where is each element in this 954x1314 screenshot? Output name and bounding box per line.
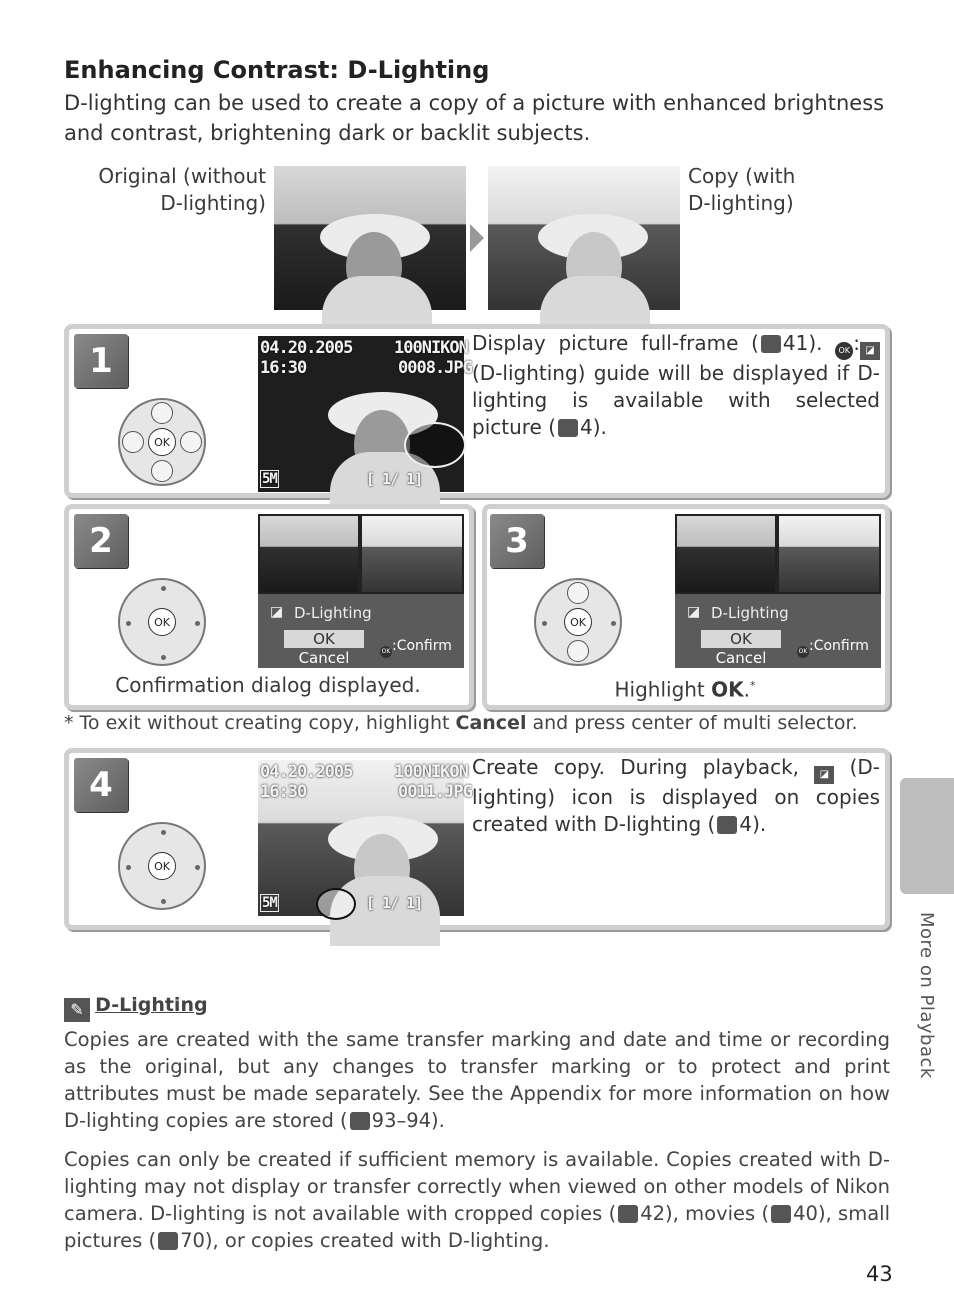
selector-down-icon [567,640,589,662]
book-reference-icon [158,1232,178,1250]
ok-button-icon: OK [148,428,176,456]
dialog-menu-step2 [258,594,464,668]
lcd-image-size: 5M [262,471,277,487]
dialog-title: D-Lighting [294,604,372,622]
lcd-file: 0011.JPG [398,782,472,802]
multi-selector-step3 [534,578,622,666]
lcd-image-size: 5M [262,895,277,911]
selector-up-icon [151,402,173,424]
ok-option[interactable]: OK [701,630,781,648]
original-caption [60,163,266,217]
lcd-screen-step4 [258,760,472,916]
lcd-date: 04.20.2005 [260,338,353,358]
multi-selector-step1 [118,398,206,486]
lcd-screen-step1 [258,336,472,492]
step-2-caption: Confirmation dialog displayed. [115,673,421,697]
book-reference-icon [771,1205,791,1223]
copy-caption-line1: Copy (with [688,164,796,188]
lcd-date: 04.20.2005 [260,762,353,782]
ok-button-icon: OK [380,646,392,658]
step-1-number: 1 [74,334,128,388]
ok-button-icon: OK [148,608,176,636]
ok-dlighting-guide-icon [404,422,466,468]
multi-selector-step4 [118,822,206,910]
d-lighting-icon: ◪ [270,604,284,620]
note-paragraph-1: Copies are created with the same transfer marking and date and time or recording as the original, but any changes to transfer marking or to protect and print attributes must be made separately. See the Appendix for more information on how D-lighting copies are stored ( 93–94). [64,1028,890,1132]
chapter-label: More on Playback [916,912,937,1079]
lcd-frame-count: [ 1/ 1] [366,894,423,912]
step-1-text: Display picture full-frame ( 41). OK : ◪ (D-lighting) guide will be displayed if D-lighting is available with selected picture ( 4). [472,331,880,439]
step-3-caption: Highlight OK.* [614,677,756,702]
ok-button-icon: OK [564,608,592,636]
selector-right-icon [180,431,202,453]
page-title: Enhancing Contrast: D-Lighting [64,56,490,84]
d-lighting-icon [316,888,356,920]
step-2-number: 2 [74,514,128,568]
step-3-number: 3 [490,514,544,568]
dialog-copy-thumb [362,516,462,592]
confirm-hint: OK :Confirm [797,638,869,658]
lcd-folder: 100NIKON [394,338,468,358]
ok-button-icon: OK [835,342,853,360]
lcd-frame-count: [ 1/ 1] [366,470,423,488]
copy-caption [688,163,888,217]
page-number: 43 [866,1262,893,1286]
multi-selector-step2 [118,578,206,666]
d-lighting-icon: ◪ [814,766,834,784]
copy-photo [488,166,680,310]
original-caption-line2: D-lighting) [160,191,266,215]
cancel-option[interactable]: Cancel [715,649,767,667]
note-body [64,1026,890,1266]
pencil-note-icon: ✎ [64,998,90,1022]
dialog-screen-step3 [675,514,881,668]
step-4-text: Create copy. During playback, ◪ (D-lighting) icon is displayed on copies created with D-lighting ( 4). [472,755,880,836]
selector-down-icon [151,460,173,482]
lcd-time: 16:30 [260,358,307,378]
footnote: * To exit without creating copy, highlight Cancel and press center of multi selector. [64,712,858,734]
original-caption-line1: Original (without [98,164,266,188]
confirm-hint: OK :Confirm [380,638,452,658]
book-reference-icon [761,335,781,353]
book-reference-icon [558,419,578,437]
intro-paragraph: D-lighting can be used to create a copy of a picture with enhanced brightness and contrast, brightening dark or backlit subjects. [64,91,885,145]
d-lighting-icon: ◪ [687,604,701,620]
lcd-file: 0008.JPG [398,358,472,378]
dialog-original-thumb [260,516,358,592]
ok-button-icon: OK [797,646,809,658]
copy-caption-line2: D-lighting) [688,191,794,215]
ok-option[interactable]: OK [284,630,364,648]
arrow-right-icon [470,224,484,252]
note-paragraph-2: Copies can only be created if sufficient memory is available. Copies created with D-lighting may not display or transfer correctly when viewed on other models of Nikon camera. D-lighting is not available with cropped copies ( 42), movies ( 40), small pictures ( 70), or copies created with D-lighting. [64,1148,890,1252]
d-lighting-icon: ◪ [860,342,880,360]
selector-up-icon [567,582,589,604]
dialog-menu-step3 [675,594,881,668]
step-4-number: 4 [74,758,128,812]
dialog-original-thumb [677,516,775,592]
note-header [64,994,208,1022]
book-reference-icon [350,1112,370,1130]
note-title: D-Lighting [95,994,208,1016]
selector-left-icon [122,431,144,453]
original-photo [274,166,466,310]
chapter-tab [900,778,954,894]
dialog-copy-thumb [779,516,879,592]
lcd-folder: 100NIKON [394,762,468,782]
lcd-time: 16:30 [260,782,307,802]
dialog-title: D-Lighting [711,604,789,622]
dialog-screen-step2 [258,514,464,668]
book-reference-icon [618,1205,638,1223]
ok-button-icon: OK [148,852,176,880]
cancel-option[interactable]: Cancel [298,649,350,667]
book-reference-icon [717,816,737,834]
